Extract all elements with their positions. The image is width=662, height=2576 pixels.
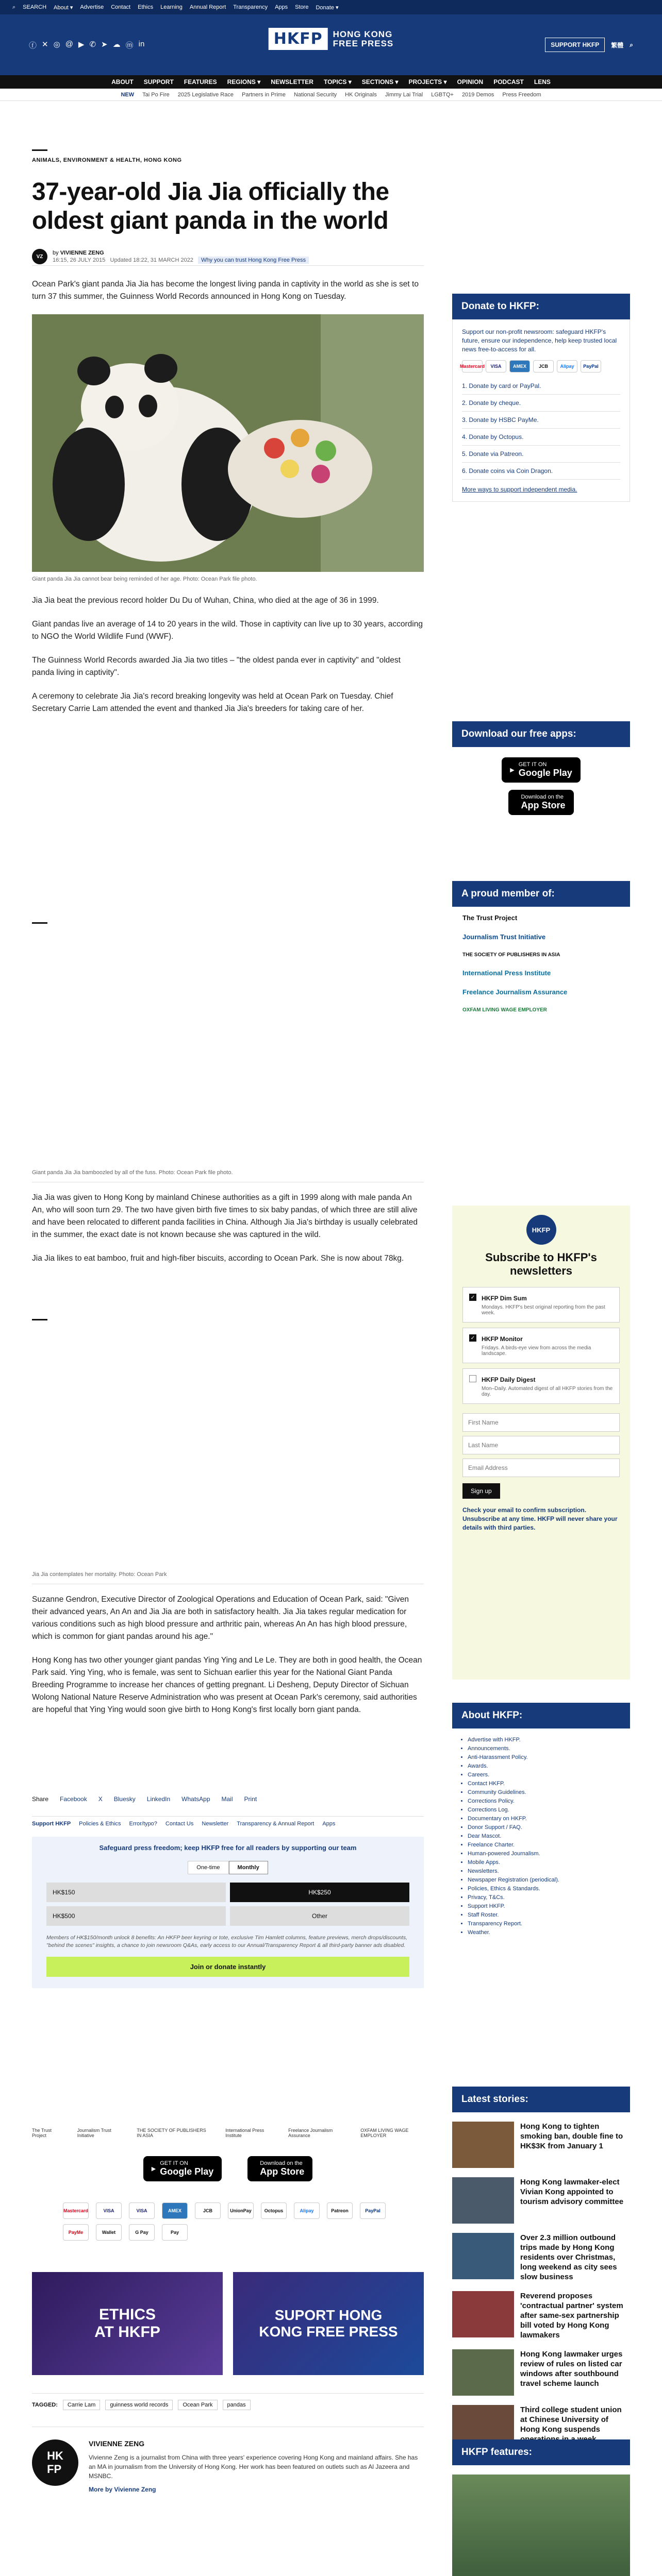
badge-main: Google Play xyxy=(160,2166,214,2177)
nav-newsletter[interactable]: NEWSLETTER xyxy=(271,78,313,86)
whatsapp-icon[interactable]: ✆ xyxy=(89,40,96,49)
author-box xyxy=(32,2427,424,2493)
util-donate[interactable]: Donate ▾ xyxy=(316,4,339,11)
x-icon[interactable]: ✕ xyxy=(42,40,48,49)
play-icon: ▶ xyxy=(510,767,515,773)
support-banner[interactable] xyxy=(233,2272,424,2375)
app-store-badge[interactable] xyxy=(247,2156,312,2181)
logo-text-line-2: FREE PRESS xyxy=(333,38,394,48)
trust-project-logo: The Trust Project xyxy=(32,2128,52,2138)
features-title: HKFP features: xyxy=(452,2439,630,2465)
latest-story[interactable] xyxy=(452,2233,630,2282)
article-body-2 xyxy=(32,1170,424,1276)
util-apps[interactable]: Apps xyxy=(275,4,288,10)
link-support[interactable]: Support HKFP xyxy=(32,1821,71,1827)
banner-line: ETHICS xyxy=(98,2306,156,2323)
about-link[interactable]: • Privacy, T&Cs. xyxy=(468,1893,630,1902)
about-link[interactable]: • Documentary on HKFP. xyxy=(468,1815,630,1823)
facebook-icon[interactable]: ⓕ xyxy=(29,41,37,50)
badge-small: Download on the xyxy=(521,794,564,800)
donate-widget xyxy=(452,294,630,502)
about-widget xyxy=(452,1703,630,1937)
share-x[interactable]: X xyxy=(98,1795,103,1803)
oxfam-logo: OXFAM LIVING WAGE EMPLOYER xyxy=(360,2128,409,2138)
amex-logo: AMEX xyxy=(162,2202,188,2219)
site-logo[interactable] xyxy=(269,28,394,50)
story-title[interactable]: Third college student union at Chinese University of Hong Kong suspends xyxy=(520,2405,622,2434)
donate-option[interactable]: 5. Donate via Patreon. xyxy=(462,446,620,463)
latest-story[interactable] xyxy=(452,2177,630,2224)
feature-image[interactable] xyxy=(452,2475,630,2576)
nav-topics[interactable]: TOPICS ▾ xyxy=(323,78,352,86)
util-learning[interactable]: Learning xyxy=(160,4,183,10)
util-transparency[interactable]: Transparency xyxy=(233,4,268,10)
trending-item[interactable]: 2025 Legislative Race xyxy=(177,91,234,98)
newsletter-name: HKFP Monitor xyxy=(482,1335,523,1343)
nav-about[interactable]: ABOUT xyxy=(111,78,134,86)
support-button[interactable]: SUPPORT HKFP xyxy=(545,38,605,52)
util-store[interactable]: Store xyxy=(295,4,309,10)
about-link[interactable]: • Contact HKFP. xyxy=(468,1780,630,1788)
amount-option[interactable]: HK$500 xyxy=(46,1906,226,1926)
newsletter-option[interactable] xyxy=(462,1287,620,1323)
paragraph: Giant pandas live an average of 14 to 20 years in the wild. Those in captivity can live up to 30 years, according to NGO the World Wildlife Fund (WWF). xyxy=(32,620,423,641)
linkedin-icon[interactable]: in xyxy=(138,39,145,48)
ad-slot xyxy=(32,927,424,1159)
link-newsletter[interactable]: Newsletter xyxy=(202,1821,229,1827)
newsletter-widget xyxy=(452,1206,630,1680)
oxfam-logo[interactable]: OXFAM LIVING WAGE EMPLOYER xyxy=(462,1007,547,1013)
donation-title: Safeguard press freedom; keep HKFP free for all readers by supporting our team xyxy=(99,1844,357,1852)
utility-bar xyxy=(0,0,662,14)
newsletter-name: HKFP Daily Digest xyxy=(482,1376,536,1383)
search-icon[interactable]: ⌕ xyxy=(12,4,16,10)
signup-button[interactable]: Sign up xyxy=(462,1483,500,1499)
app-badges-row xyxy=(32,2156,424,2181)
about-link[interactable]: • Dear Mascot. xyxy=(468,1832,630,1841)
octopus-logo: Octopus xyxy=(261,2202,287,2219)
frequency-toggle xyxy=(46,1861,409,1874)
sopa-logo: THE SOCIETY OF PUBLISHERS IN ASIA xyxy=(137,2128,206,2138)
story-thumbnail[interactable] xyxy=(452,2349,514,2396)
tags-label: TAGGED: xyxy=(32,2402,58,2408)
amount-option[interactable]: HK$150 xyxy=(46,1883,226,1902)
latest-title: Latest stories: xyxy=(452,2087,630,2112)
mastercard-logo: Mastercard xyxy=(462,360,483,372)
nav-support[interactable]: SUPPORT xyxy=(143,78,174,86)
about-link[interactable]: • Mobile Apps. xyxy=(468,1858,630,1867)
tag[interactable]: guinness world records xyxy=(105,2400,173,2410)
fja-logo: Freelance Journalism Assurance xyxy=(288,2128,333,2138)
sidebar-payment-logos xyxy=(459,360,620,372)
members-widget xyxy=(452,881,630,1020)
panda-photo-1 xyxy=(32,314,424,572)
photo-caption: Giant panda Jia Jia cannot bear being reminded of her age. Photo: Ocean Park file photo. xyxy=(32,576,257,582)
newsletter-logo: HKFP xyxy=(526,1215,556,1245)
play-icon: ▶ xyxy=(151,2166,156,2172)
newsletter-desc: Mondays. HKFP's best original reporting from the past week. xyxy=(482,1304,605,1316)
article-links xyxy=(32,1816,424,1827)
wallet-logo: Wallet xyxy=(96,2224,122,2241)
trending-item[interactable]: HK Originals xyxy=(345,91,377,98)
share-whatsapp[interactable]: WhatsApp xyxy=(181,1795,210,1803)
paragraph: Jia Jia beat the previous record holder Du Du of Wuhan, China, who died at the age of 36 in 1999. xyxy=(32,596,379,605)
photo-caption: Jia Jia contemplates her mortality. Photo: Ocean Park xyxy=(32,1571,167,1578)
divider xyxy=(32,922,47,924)
newsletter-desc: Mon–Daily. Automated digest of all HKFP stories from the day. xyxy=(482,1386,613,1397)
about-link[interactable]: • Transparency Report. xyxy=(468,1920,630,1928)
features-widget xyxy=(452,2439,630,2576)
about-link[interactable]: • Donor Support / FAQ. xyxy=(468,1823,630,1832)
bluesky-icon[interactable]: ☁ xyxy=(112,40,121,49)
app-store-badge[interactable] xyxy=(508,790,573,815)
paragraph: Jia Jia likes to eat bamboo, fruit and high-fiber biscuits, according to Ocean Park. She is now about 78kg. xyxy=(32,1254,404,1263)
article-title: 37-year-old Jia Jia officially the oldest giant panda in the world xyxy=(32,178,389,234)
payment-logos xyxy=(32,2202,424,2241)
article-header xyxy=(32,157,424,264)
trending-item[interactable]: National Security xyxy=(293,91,337,98)
sopa-logo[interactable]: THE SOCIETY OF PUBLISHERS IN ASIA xyxy=(462,952,560,958)
share-facebook[interactable]: Facebook xyxy=(60,1795,87,1803)
donate-option[interactable]: 1. Donate by card or PayPal. xyxy=(462,378,620,395)
nav-sections[interactable]: SECTIONS ▾ xyxy=(361,78,399,86)
donate-intro[interactable]: Support our non-profit newsroom: safeguard HKFP's future, ensure our independence, help keep trusted local news free-to-access for all. xyxy=(462,328,617,353)
article-body xyxy=(32,278,424,726)
share-bar xyxy=(32,1795,424,1803)
story-title[interactable]: Hong Kong lawmaker urges review of rules on listed car windows after southbound travel scheme launch xyxy=(520,2350,623,2388)
logo-text-line-1: HONG KONG xyxy=(333,29,393,39)
threads-icon[interactable]: @ xyxy=(65,39,73,48)
trending-item[interactable]: Partners in Prime xyxy=(241,91,286,98)
first-name-input[interactable] xyxy=(462,1413,620,1432)
badge-main: App Store xyxy=(521,800,566,810)
link-apps[interactable]: Apps xyxy=(322,1821,336,1827)
amex-logo: AMEX xyxy=(509,360,530,372)
link-policies[interactable]: Policies & Ethics xyxy=(79,1821,121,1827)
about-link[interactable]: • Anti-Harassment Policy. xyxy=(468,1753,630,1762)
more-ways-link[interactable]: More ways to support independent media. xyxy=(462,486,577,493)
story-title[interactable]: Reverend proposes 'contractual partner' system after same-sex partnership bill voted by Hong Kong lawmakers xyxy=(520,2292,623,2340)
donate-option[interactable]: 2. Donate by cheque. xyxy=(462,395,620,412)
trust-project-logo[interactable]: The Trust Project xyxy=(462,914,518,922)
fja-logo[interactable]: Freelance Journalism Assurance xyxy=(462,988,568,996)
banner-line: KONG FREE PRESS xyxy=(259,2324,398,2340)
latest-widget xyxy=(452,2087,630,2461)
social-icons xyxy=(29,40,144,50)
story-thumbnail[interactable] xyxy=(452,2177,514,2224)
tag[interactable]: Ocean Park xyxy=(178,2400,217,2410)
author-name[interactable]: VIVIENNE ZENG xyxy=(60,250,104,256)
share-label: Share xyxy=(32,1795,49,1803)
util-search[interactable]: SEARCH xyxy=(23,4,47,10)
paragraph: Suzanne Gendron, Executive Director of Zoological Operations and Education of Ocean Park, said: "Given their advanced years, An An and Jia Jia are both in satisfactory health. Jia Jia takes regular medication for various conditions such as high blood pressure and arthritic pain, whereas An An has high blood pressure, which is common for giant pandas around his age." xyxy=(32,1595,409,1641)
tag[interactable]: Carrie Lam xyxy=(63,2400,100,2410)
alipay-logo: Alipay xyxy=(557,360,577,372)
util-annual-report[interactable]: Annual Report xyxy=(189,4,226,10)
trending-item[interactable]: LGBTQ+ xyxy=(431,91,454,98)
about-link[interactable]: • Newsletters. xyxy=(468,1867,630,1876)
payme-logo: PayMe xyxy=(63,2224,89,2241)
gpay-logo: G Pay xyxy=(129,2224,155,2241)
mastercard-logo: Mastercard xyxy=(63,2202,89,2219)
newsletter-option[interactable] xyxy=(462,1328,620,1363)
paypal-logo: PayPal xyxy=(360,2202,386,2219)
unionpay-logo: UnionPay xyxy=(228,2202,254,2219)
amount-option[interactable]: Other xyxy=(230,1906,409,1926)
avatar[interactable]: VZ xyxy=(32,249,47,264)
badge-main: Google Play xyxy=(518,768,572,778)
trending-label: NEW xyxy=(121,91,135,98)
member-logos-row xyxy=(32,2128,424,2138)
ethics-banner[interactable] xyxy=(32,2272,223,2375)
trust-link[interactable]: Why you can trust Hong Kong Free Press xyxy=(198,257,309,264)
paragraph: Hong Kong has two other younger giant pandas Ying Ying and Le Le. They are both in good health, the Ocean Park said. Ying Ying, who is female, was sent to Sichuan earlier this year for the National Giant Panda Breeding Programme to increase her chances of getting pregnant. Li Desheng, Deputy Director of Sichuan Wolong National Nature Reserve Administration who was present at Ocean Park's ceremony, said authorities are hopeful that Ying Ying would soon give birth to Hong Kong's first locally born giant panda. xyxy=(32,1656,422,1714)
jcb-logo: JCB xyxy=(533,360,554,372)
article-category[interactable]: ANIMALS, ENVIRONMENT & HEALTH, HONG KONG xyxy=(32,157,182,163)
instagram-icon[interactable]: ◎ xyxy=(53,40,60,49)
paragraph: Jia Jia was given to Hong Kong by mainland Chinese authorities as a gift in 1999 along with male panda An An, who will soon turn 29. The two have given birth five times to six baby pandas, of which three are still alive and have been relocated to different panda facilities in China. Although Jia Jia's birthday is usually celebrated in the summer, the exact date is not known because she was captured in the wild. xyxy=(32,1193,418,1239)
divider xyxy=(32,149,47,151)
members-title: A proud member of: xyxy=(452,881,630,907)
about-link[interactable]: • Community Guidelines. xyxy=(468,1788,630,1797)
last-name-input[interactable] xyxy=(462,1436,620,1454)
newsletter-title: Subscribe to HKFP's newsletters xyxy=(485,1251,597,1277)
youtube-icon[interactable]: ▶ xyxy=(78,40,85,49)
newsletter-option[interactable] xyxy=(462,1368,620,1404)
nav-regions[interactable]: REGIONS ▾ xyxy=(227,78,261,86)
freq-monthly[interactable]: Monthly xyxy=(229,1861,268,1874)
trending-bar xyxy=(0,89,662,101)
story-thumbnail[interactable] xyxy=(452,2233,514,2279)
about-title: About HKFP: xyxy=(452,1703,630,1728)
about-link[interactable]: • Newspaper Registration (periodical). xyxy=(468,1876,630,1885)
visa-logo: VISA xyxy=(96,2202,122,2219)
amount-grid xyxy=(46,1883,409,1926)
applepay-logo: Pay xyxy=(162,2224,188,2241)
logo-text xyxy=(333,30,394,48)
trending-item[interactable]: 2019 Demos xyxy=(461,91,494,98)
visa-logo: VISA xyxy=(486,360,506,372)
apps-widget xyxy=(452,721,630,825)
trending-item[interactable]: Tai Po Fire xyxy=(142,91,170,98)
telegram-icon[interactable]: ➤ xyxy=(101,40,108,49)
amount-option-selected[interactable]: HK$250 xyxy=(230,1883,409,1902)
about-link[interactable]: • Corrections Log. xyxy=(468,1806,630,1815)
paypal-logo: PayPal xyxy=(581,360,601,372)
newsletter-name: HKFP Dim Sum xyxy=(482,1295,527,1302)
about-link[interactable]: • Policies, Ethics & Standards. xyxy=(468,1885,630,1893)
paragraph: A ceremony to celebrate Jia Jia's record breaking longevity was held at Ocean Park on Tuesday. Chief Secretary Carrie Lam attended the event and thanked Jia Jia's breeders for taking care of her. xyxy=(32,692,393,713)
nav-podcast[interactable]: PODCAST xyxy=(493,78,524,86)
nav-projects[interactable]: PROJECTS ▾ xyxy=(408,78,447,86)
nav-features[interactable]: FEATURES xyxy=(184,78,217,86)
latest-story[interactable] xyxy=(452,2291,630,2340)
patreon-logo: Patreon xyxy=(327,2202,353,2219)
util-about[interactable]: About ▾ xyxy=(54,4,73,11)
freq-one-time[interactable]: One-time xyxy=(188,1861,228,1874)
badge-main: App Store xyxy=(260,2166,305,2177)
article-body-3 xyxy=(32,1571,424,1727)
paragraph: The Guinness World Records awarded Jia Jia two titles – "the oldest panda ever in captivity" and "oldest panda living in captivity". xyxy=(32,656,401,677)
site-header xyxy=(0,14,662,75)
story-title[interactable]: Hong Kong lawmaker-elect Vivian Kong appointed to tourism advisory committee xyxy=(520,2178,624,2206)
about-list xyxy=(452,1728,630,1937)
paragraph: Ocean Park's giant panda Jia Jia has become the longest living panda in captivity in the world as she is set to turn 37 this summer, the Guinness World Records announced in Hong Kong on Tuesday. xyxy=(32,280,419,301)
email-input[interactable] xyxy=(462,1459,620,1477)
checkbox-checked[interactable]: ✓ xyxy=(469,1294,476,1301)
donate-cta-button[interactable]: Join or donate instantly xyxy=(46,1957,409,1977)
panda-illustration xyxy=(32,314,424,572)
story-title[interactable]: Over 2.3 million outbound trips made by Hong Kong residents over Christmas, long weekend as city sees slow business xyxy=(520,2233,617,2281)
share-bluesky[interactable]: Bluesky xyxy=(113,1795,136,1803)
badge-small: GET IT ON xyxy=(518,761,547,768)
donate-option[interactable]: 6. Donate coins via Coin Dragon. xyxy=(462,463,620,480)
about-link[interactable]: • Corrections Policy. xyxy=(468,1797,630,1806)
language-toggle[interactable]: 繁體 xyxy=(611,41,624,49)
author-prefix: by xyxy=(53,250,59,256)
publish-date: 16:15, 26 JULY 2015 xyxy=(53,257,106,263)
link-error[interactable]: Error/typo? xyxy=(129,1821,157,1827)
about-link[interactable]: • Careers. xyxy=(468,1771,630,1780)
about-link[interactable]: • Support HKFP. xyxy=(468,1902,630,1911)
badge-small: GET IT ON xyxy=(160,2160,188,2166)
latest-story[interactable] xyxy=(452,2349,630,2396)
donation-widget xyxy=(32,1837,424,1988)
about-link[interactable]: • Freelance Charter. xyxy=(468,1841,630,1850)
checkbox-checked[interactable]: ✓ xyxy=(469,1334,476,1342)
jcb-logo: JCB xyxy=(195,2202,221,2219)
checkbox[interactable] xyxy=(469,1375,476,1382)
nav-opinion[interactable]: OPINION xyxy=(457,78,484,86)
main-nav xyxy=(0,75,662,89)
story-title[interactable]: Hong Kong to tighten smoking ban, double fine to HK$3K from January 1 xyxy=(520,2122,623,2150)
apps-title: Download our free apps: xyxy=(452,721,630,747)
link-contact[interactable]: Contact Us xyxy=(165,1821,194,1827)
google-play-badge[interactable] xyxy=(502,757,581,783)
updated-date: Updated 18:22, 31 MARCH 2022 xyxy=(110,257,193,263)
ipi-logo: International Press Institute xyxy=(225,2128,264,2138)
donate-option[interactable]: 4. Donate by Octopus. xyxy=(462,429,620,446)
share-mail[interactable]: Mail xyxy=(221,1795,233,1803)
ad-space xyxy=(32,927,424,1159)
newsletter-desc: Fridays. A birds-eye view from across the media landscape. xyxy=(482,1345,591,1357)
about-link[interactable]: • Staff Roster. xyxy=(468,1911,630,1920)
author-bio: Vivienne Zeng is a journalist from China with three years' experience covering Hong Kong and mainland affairs. She has an MA in journalism from the University of Hong Kong. Her work has been featured on outlets such as Al Jazeera and MSNBC. xyxy=(89,2454,418,2480)
latest-story[interactable] xyxy=(452,2122,630,2168)
about-link[interactable]: • Awards. xyxy=(468,1762,630,1771)
newsletter-note: Check your email to confirm subscription. Unsubscribe at any time. HKFP will never share your details with third parties. xyxy=(462,1506,618,1531)
logo-mark: HKFP xyxy=(269,28,328,50)
tags-row xyxy=(32,2393,424,2410)
util-advertise[interactable]: Advertise xyxy=(80,4,104,10)
divider xyxy=(32,265,424,266)
about-link[interactable]: • Advertise with HKFP. xyxy=(468,1736,630,1744)
trending-item[interactable]: Jimmy Lai Trial xyxy=(385,91,423,98)
nav-lens[interactable]: LENS xyxy=(534,78,551,86)
member-benefits: Members of HK$150/month unlock 8 benefits: An HKFP beer keyring or tote, exclusive Tim Hamlett columns, feature previews, merch drops/discounts, "behind the scenes" insights, a chance to join newsroom Q&As, early access to our Annual/Transparency Report & all third-party banner ads disabled. xyxy=(46,1935,408,1948)
google-play-badge[interactable] xyxy=(143,2156,222,2181)
story-thumbnail[interactable] xyxy=(452,2291,514,2337)
about-link[interactable]: • Announcements. xyxy=(468,1744,630,1753)
photo-caption: Giant panda Jia Jia bamboozled by all of the fuss. Photo: Ocean Park file photo. xyxy=(32,1170,233,1176)
badge-small: Download on the xyxy=(260,2160,303,2166)
author-box-name[interactable]: VIVIENNE ZENG xyxy=(89,2439,145,2448)
search-icon[interactable]: ⌕ xyxy=(630,41,633,48)
more-by-author-link[interactable]: More by Vivienne Zeng xyxy=(89,2486,156,2493)
about-link[interactable]: • Human-powered Journalism. xyxy=(468,1850,630,1858)
ipi-logo[interactable]: International Press Institute xyxy=(462,969,551,977)
jti-logo: Journalism Trust Initiative xyxy=(77,2128,111,2138)
util-ethics[interactable]: Ethics xyxy=(138,4,154,10)
byline xyxy=(32,249,424,264)
link-transparency[interactable]: Transparency & Annual Report xyxy=(237,1821,315,1827)
banner-line: AT HKFP xyxy=(94,2324,160,2341)
about-link[interactable]: • Weather. xyxy=(468,1928,630,1937)
mastodon-icon[interactable]: ⓜ xyxy=(125,41,134,50)
share-print[interactable]: Print xyxy=(244,1795,257,1803)
donate-title: Donate to HKFP: xyxy=(452,294,630,319)
trending-item[interactable]: Press Freedom xyxy=(502,91,541,98)
divider xyxy=(32,1319,47,1320)
jti-logo[interactable]: Journalism Trust Initiative xyxy=(462,933,546,941)
visa-logo: VISA xyxy=(129,2202,155,2219)
banner-line: SUPORT HONG xyxy=(274,2307,383,2323)
tag[interactable]: pandas xyxy=(223,2400,251,2410)
story-thumbnail[interactable] xyxy=(452,2122,514,2168)
author-avatar[interactable]: HK FP xyxy=(32,2439,78,2486)
share-linkedin[interactable]: LinkedIn xyxy=(146,1795,171,1803)
promo-banners xyxy=(32,2272,424,2375)
donate-option[interactable]: 3. Donate by HSBC PayMe. xyxy=(462,412,620,429)
alipay-logo: Alipay xyxy=(294,2202,320,2219)
util-contact[interactable]: Contact xyxy=(111,4,131,10)
